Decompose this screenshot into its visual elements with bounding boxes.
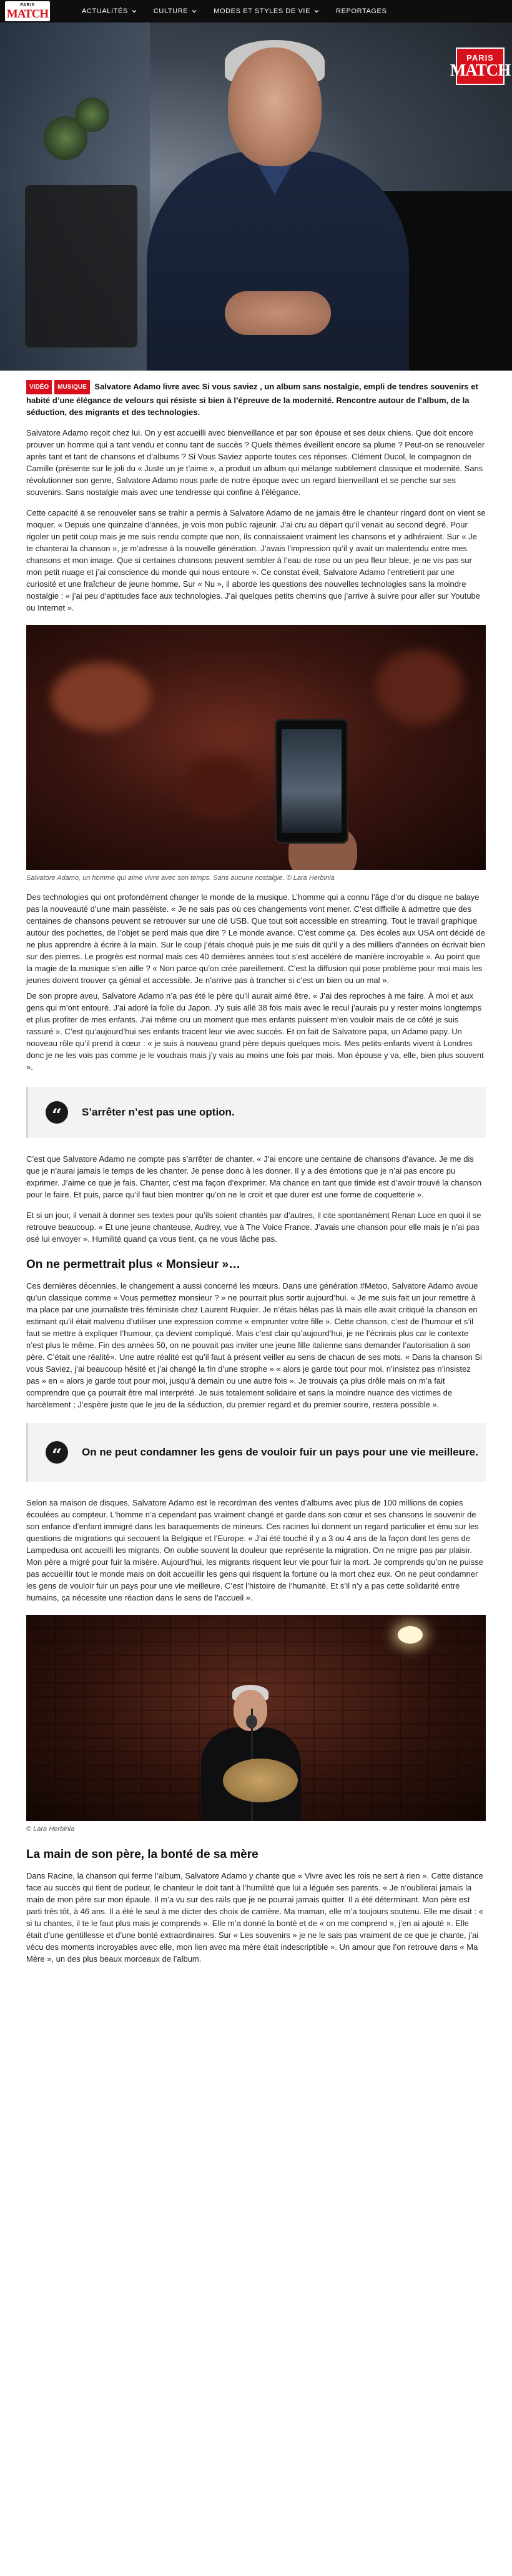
hero-person-hands: [225, 291, 331, 335]
bokeh-light: [51, 662, 151, 731]
tag-musique[interactable]: MUSIQUE: [54, 380, 90, 394]
hero-person-head: [228, 47, 322, 166]
tag-video[interactable]: VIDÉO: [26, 380, 52, 394]
nav-item-culture[interactable]: [145, 0, 205, 22]
nav-item-label: CULTURE: [153, 7, 189, 15]
bokeh-light: [376, 650, 463, 725]
article-figure: [26, 625, 486, 882]
logo-text-match: MATCH: [6, 7, 49, 21]
quote-icon: “: [46, 1441, 68, 1464]
bokeh-light: [182, 756, 257, 819]
article-body: [26, 380, 486, 1965]
smartphone-screen: [282, 729, 342, 833]
logo-text-match: MATCH: [450, 61, 511, 79]
paragraph: De son propre aveu, Salvatore Adamo n’a pas été le père qu’il aurait aimé être. « J’ai des reproches à me faire. À moi et aux gens qui m’ont entouré. J’ai adoré la folie du Japon. J’y suis allé 38 fois mais avec le recul j’aurais pu y rester moins longtemps et plus profiter de mes enfants. J’ai même cru un moment que mes enfants puissent m’en vouloir mais de ce côté je suis rassuré ». C’est qu’aujourd’hui ses enfants tracent leur vie avec succès. Et on fait de Salvatore papa, un Adamo papy. Un nouveau rôle qu’il prend à cœur : « je suis à nouveau grand père depuis quelques mois. Mes petits-enfants vivent à Londres donc je ne les vois pas comme je le voudrais mais j’y vais au moins une fois par mois. Mon épouse y va, elle, bien plus souvent ».: [26, 991, 484, 1072]
paris-match-logo[interactable]: [5, 1, 50, 21]
microphone-icon: [246, 1715, 257, 1729]
pull-quote: [26, 1423, 486, 1482]
pull-quote: [26, 1087, 486, 1138]
paragraph: Selon sa maison de disques, Salvatore Adamo est le recordman des ventes d’albums avec plus de 100 millions de copies écoulées au compteur. L’homme n’a cependant pas vraiment changé et garde dans son cœur et ses chansons le souvenir de son enfance d’enfant immigré dans les baraquements de mineurs. Ces racines lui donnent un regard particulier et ému sur les questions de migrations qui secouent la Belgique et l’Europe. « J’ai été touché il y a 3 ou 4 ans de la façon dont les gens de Lampedusa ont accueilli les migrants. On oublie souvent la douleur que représente la migration. On ne migre pas par plaisir. Mon père a migré pour fuir la misère. Aujourd’hui, les migrants risquent leur vie pour fuir la mort. Je comprends qu’on ne puisse pas accueillir tout le monde mais on doit accueillir les gens qui risquent la fortune ou la mort chez eux. On ne peut condamner les gens de vouloir fuir un pays pour une vie meilleure. C’est l’histoire de l’humanité. Et s’il n’y a pas cette solidarité entre humains, ça nécessite une réaction dans le sens de l’accueil ».: [26, 1498, 483, 1602]
hero-background-chair: [25, 185, 137, 347]
chevron-down-icon: [131, 8, 137, 14]
chevron-down-icon: [191, 8, 197, 14]
section-heading: La main de son père, la bonté de sa mère: [26, 1848, 258, 1861]
logo-text-paris: PARIS: [20, 2, 35, 7]
paragraph: Ces dernières décennies, le changement a aussi concerné les mœurs. Dans une génération #Metoo, Salvatore Adamo avoue qu’un classique comme « Vous permettez monsieur ? » ne pourrait plus sortir aujourd’hui. « Je me suis fait un jour remettre à ma place par une journaliste très féministe chez Laurent Ruquier. Je n’étais hélas pas là mais elle avait critiqué la chanson en estimant qu’il était malvenu d’utiliser une expression comme « emprunter votre fille ». Cette chanson, c’est de l’humour et s’il faut se mettre à expliquer l’humour, ça devient compliqué. Mais c’est clair qu’aujourd’hui, je ne l’écrirais plus car le contexte n’est plus le même. Fin des années 50, on ne pouvait pas inviter une jeune fille italienne sans demander l’autorisation à son père. C’était une réalité». Une autre réalité est qu’il faut à présent veiller au sens de chacun de ses mots. « Dans la chanson Si vous Saviez, j’ai beaucoup hésité et j’ai changé la fin d’une strophe » « alors je garde tout pour moi, n’insistez pas n’insistez pas » en « alors je garde tout pour moi, jusqu’à demain ou une autre fois ». Je trouvais ça plus drôle mais on m’a fait comprendre que ça pourrait être mal interprété. Je suis totalement solidaire et sans la moindre nuance des victimes de harcèlement ; J’espère juste que le jeu de la séduction, du premier regard et du premier sourire, restera possible ».: [26, 1281, 482, 1409]
pull-quote-text: S’arrêter n’est pas une option.: [82, 1106, 235, 1118]
nav-item-label: MODES ET STYLES DE VIE: [214, 7, 311, 15]
paragraph: Cette capacité à se renouveler sans se trahir a permis à Salvatore Adamo de ne jamais être le chanteur ringard dont on vient se moquer. « Depuis une quinzaine d’années, je vois mon public rajeunir. J’ai cru au départ qu’il venait au second degré. Pour rigoler un petit coup mais je me suis rendu compte que non, ils connaissaient vraiment les chansons et y adhéraient. Sur « Je te chanterai la chanson », je m’adresse à la nouvelle génération. J’avais l’impression qu’il y avait un malentendu entre mes chansons et mon image. Que si certaines chansons peuvent sembler à l’eau de rose ou un peu fleur bleue, je ne vis pas sur mon petit nuage et j’ai conscience du monde qui nous entoure ». Ce constat éveil, Salvatore Adamo l’entretient par une curiosité et une fraîcheur de jeune homme. Sur « Nu », il aborde les questions des nouvelles technologies sans la moindre nostalgie : « j’ai peu d’aptitudes face aux technologies. J’ai quelques petits chemins que j’arrive à suivre pour aller sur Youtube ou Internet ».: [26, 508, 486, 612]
article-figure: [26, 1615, 486, 1834]
paris-match-video-logo: [450, 47, 511, 85]
nav-item-label: ACTUALITÉS: [82, 7, 128, 15]
guitar-shape: [223, 1759, 298, 1802]
paragraph: Dans Racine, la chanson qui ferme l’album, Salvatore Adamo y chante que « Vivre avec les rois ne sert à rien ». Cette distance face au succès qui tient de pudeur, le chanteur le doit tant à l’humilité que lui a léguée ses parents. « Je n’oublierai jamais la main de mon père sur mon épaule. Il m’a vu sur des rails que je ne pourrai jamais quitter. Il a été déterminant. Mon père est parti très tôt, à 46 ans. Il a été le seul à me dicter des choix de carrière. Ma maman, elle m’a toujours soutenu. Elle me disait : « si tu chantes, il te le faut plus mais je comprends ». Elle m’a donné la bonté et de « on me comprend », j’en ai ajouté ». Elle était d’une gentillesse et d’une bonté extraordinaires. Sur « Les souvenirs » je ne le sais pas vraiment de ce que je chante, j’ai vécu des moments incroyables avec elle, mon lien avec ma mère était indescriptible ». Un amour que l’on retrouve dans « Ma Mère », un des plus beaux morceaux de l’album.: [26, 1871, 483, 1964]
section-heading: On ne permettrait plus « Monsieur »…: [26, 1258, 241, 1271]
nav-item-modes-et-styles-de-vie[interactable]: [205, 0, 328, 22]
hero-video-player[interactable]: [0, 22, 512, 371]
paragraph: Et si un jour, il venait à donner ses textes pour qu’ils soient chantés par d’autres, il cite spontanément Renan Luce en quoi il se retrouve beaucoup. « Et une jeune chanteuse, Audrey, vue à The Voice France. J’avais une chanson pour elle mais je n’ai pas osé lui envoyer ». Humilité quand ça vous tient, ça ne vous lâche pas.: [26, 1211, 481, 1244]
paragraph: Des technologies qui ont profondément changer le monde de la musique. L’homme qui a connu l’âge d’or du disque ne balaye pas la nouveauté d’une main passéiste. « Je ne sais pas où ces changements vont mener. C’est difficile à admettre que des centaines de chansons peuvent se retrouver sur une clé USB. Que tout soit accessible en streaming. Tout le travail graphique autour des pochettes, de l’objet se perd mais que dire ? Le monde avance. C’est comme ça. Des écoles aux USA ont décidé de ne plus apprendre à écrire à la main. Sur le coup j’étais choqué puis je me suis dit qu’il y a des milliers d’années on écrivait bien sur des pierres. Le progrès est normal mais ces 40 dernières années tout s’est accéléré de manière incroyable ». Au point que la magie de la musique s’en aille ? « Non parce qu’on crée pareillement. C’est la diffusion qui pose problème pour moi mais les jeunes doivent trouver ça génial et accessible. Je n’arrive pas à trancher si c’est un bien ou un mal ».: [26, 892, 485, 985]
concert-stage-photo: [26, 1615, 486, 1821]
top-navigation-bar: [0, 0, 512, 22]
lead-text: Salvatore Adamo livre avec Si vous saviez , un album sans nostalgie, empli de tendres souvenirs et habité d’une élégance de velours qui résiste si bien à l’épreuve de la modernité. Rencontre autour de l’album, de la séduction, des migrants et des technologies.: [26, 382, 478, 417]
photo-caption: Salvatore Adamo, un homme qui aime vivre avec son temps. Sans aucune nostalgie. © Lara Herbinia: [26, 874, 335, 882]
chevron-down-icon: [313, 8, 320, 14]
photo-caption: © Lara Herbinia: [26, 1825, 75, 1833]
nav-item-label: REPORTAGES: [336, 7, 387, 15]
stage-spotlight: [398, 1626, 423, 1644]
logo-text-paris: PARIS: [466, 53, 494, 62]
nav-item-reportages[interactable]: [328, 0, 395, 22]
smartphone-shape: [275, 719, 348, 844]
main-nav: [74, 0, 395, 22]
quote-icon: “: [46, 1101, 68, 1124]
concert-phone-photo: [26, 625, 486, 870]
article-lead: [26, 380, 486, 418]
nav-item-actualites[interactable]: [74, 0, 145, 22]
paragraph: C’est que Salvatore Adamo ne compte pas s’arrêter de chanter. « J’ai encore une centaine de chansons d’avance. Je me dis que je n’aurai jamais le temps de les chanter. Je pense donc à les donner. Il y a des émotions que je n’ai pas encore pu exprimer. J’aime ce que je fais. Chanter, c’est ma façon d’exprimer. Ma chance en tant que timide est d’avoir trouvé la chanson pour le faire. Et puis, parce qu’il faut bien montrer qu’on ne le croit et que durer est une forme de coquetterie ».: [26, 1154, 482, 1199]
hero-background-plant: [75, 97, 109, 132]
paragraph: Salvatore Adamo reçoit chez lui. On y est accueilli avec bienveillance et par son épouse et ses deux chiens. Que doit encore prouver un homme qui a tant vendu et connu tant de succès ? Quels thèmes éveillent encore sa plume ? Peut-on se renouveler après tant et tant de chansons et d’albums ? Si Vous Saviez apporte toutes ces réponses. Clément Ducol, le compagnon de Camille (présente sur le joli du « Juste un je t’aime », a produit un album qui mélange subtilement classique et modernité. Sans révolutionner son genre, Salvatore Adamo nous parle de notre époque avec un regard bienveillant et se penche sur ses souvenirs. Sans nostalgie mais avec une tendresse qui confine à l’élégance.: [26, 428, 485, 497]
pull-quote-text: On ne peut condamner les gens de vouloir fuir un pays pour une vie meilleure.: [82, 1446, 478, 1458]
